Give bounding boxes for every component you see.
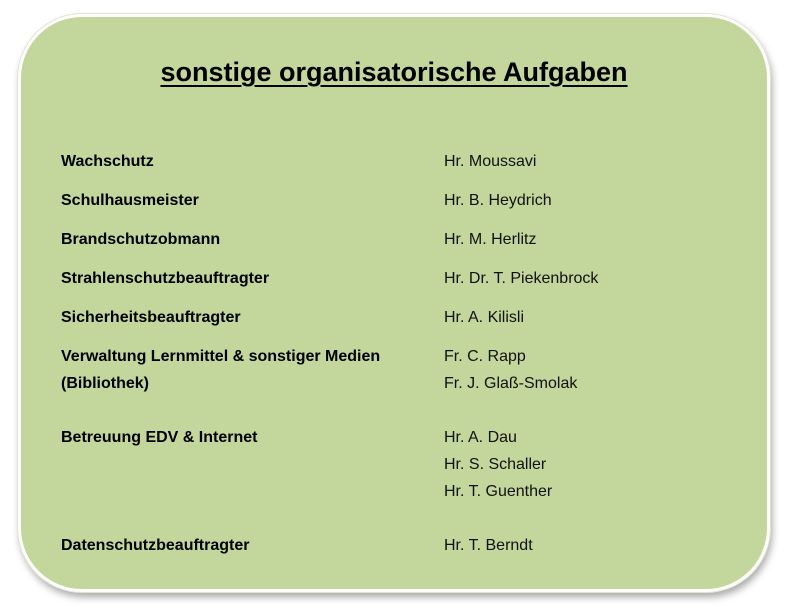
person-name: Hr. M. Herlitz [444, 231, 537, 248]
role-label: Sicherheitsbeauftragter [61, 309, 241, 326]
assignment-row [61, 424, 741, 505]
assignment-row [61, 304, 741, 331]
person-list [444, 265, 741, 292]
person-list [444, 148, 741, 175]
page-title-text: sonstige organisatorische Aufgaben [160, 57, 628, 87]
person-name: Hr. B. Heydrich [444, 192, 552, 209]
person-list [444, 532, 741, 559]
page-title [21, 57, 767, 88]
role-label: Brandschutzobmann [61, 231, 221, 248]
person-name: Hr. A. Dau [444, 429, 517, 446]
assignment-row [61, 187, 741, 214]
assignment-row [61, 265, 741, 292]
person-list [444, 304, 741, 331]
role-label [61, 343, 444, 397]
person-name: Hr. T. Guenther [444, 483, 553, 500]
role-label-line: (Bibliothek) [61, 375, 149, 392]
assignment-row [61, 343, 741, 397]
person-name: Hr. Moussavi [444, 153, 537, 170]
assignment-list [61, 148, 741, 571]
role-label: Betreuung EDV & Internet [61, 429, 258, 446]
role-label: Datenschutzbeauftragter [61, 537, 250, 554]
organization-card [18, 14, 770, 592]
person-name: Fr. J. Glaß-Smolak [444, 375, 578, 392]
person-name: Hr. Dr. T. Piekenbrock [444, 270, 599, 287]
person-name: Hr. A. Kilisli [444, 309, 525, 326]
role-label-line: Verwaltung Lernmittel & sonstiger Medien [61, 348, 381, 365]
person-list [444, 187, 741, 214]
assignment-row [61, 226, 741, 253]
assignment-row [61, 532, 741, 559]
person-list [444, 424, 741, 505]
role-label: Wachschutz [61, 153, 154, 170]
role-label: Strahlenschutzbeauftragter [61, 270, 270, 287]
person-list [444, 343, 741, 397]
role-label: Schulhausmeister [61, 192, 199, 209]
person-name: Fr. C. Rapp [444, 348, 526, 365]
person-name: Hr. S. Schaller [444, 456, 547, 473]
person-name: Hr. T. Berndt [444, 537, 533, 554]
assignment-row [61, 148, 741, 175]
person-list [444, 226, 741, 253]
